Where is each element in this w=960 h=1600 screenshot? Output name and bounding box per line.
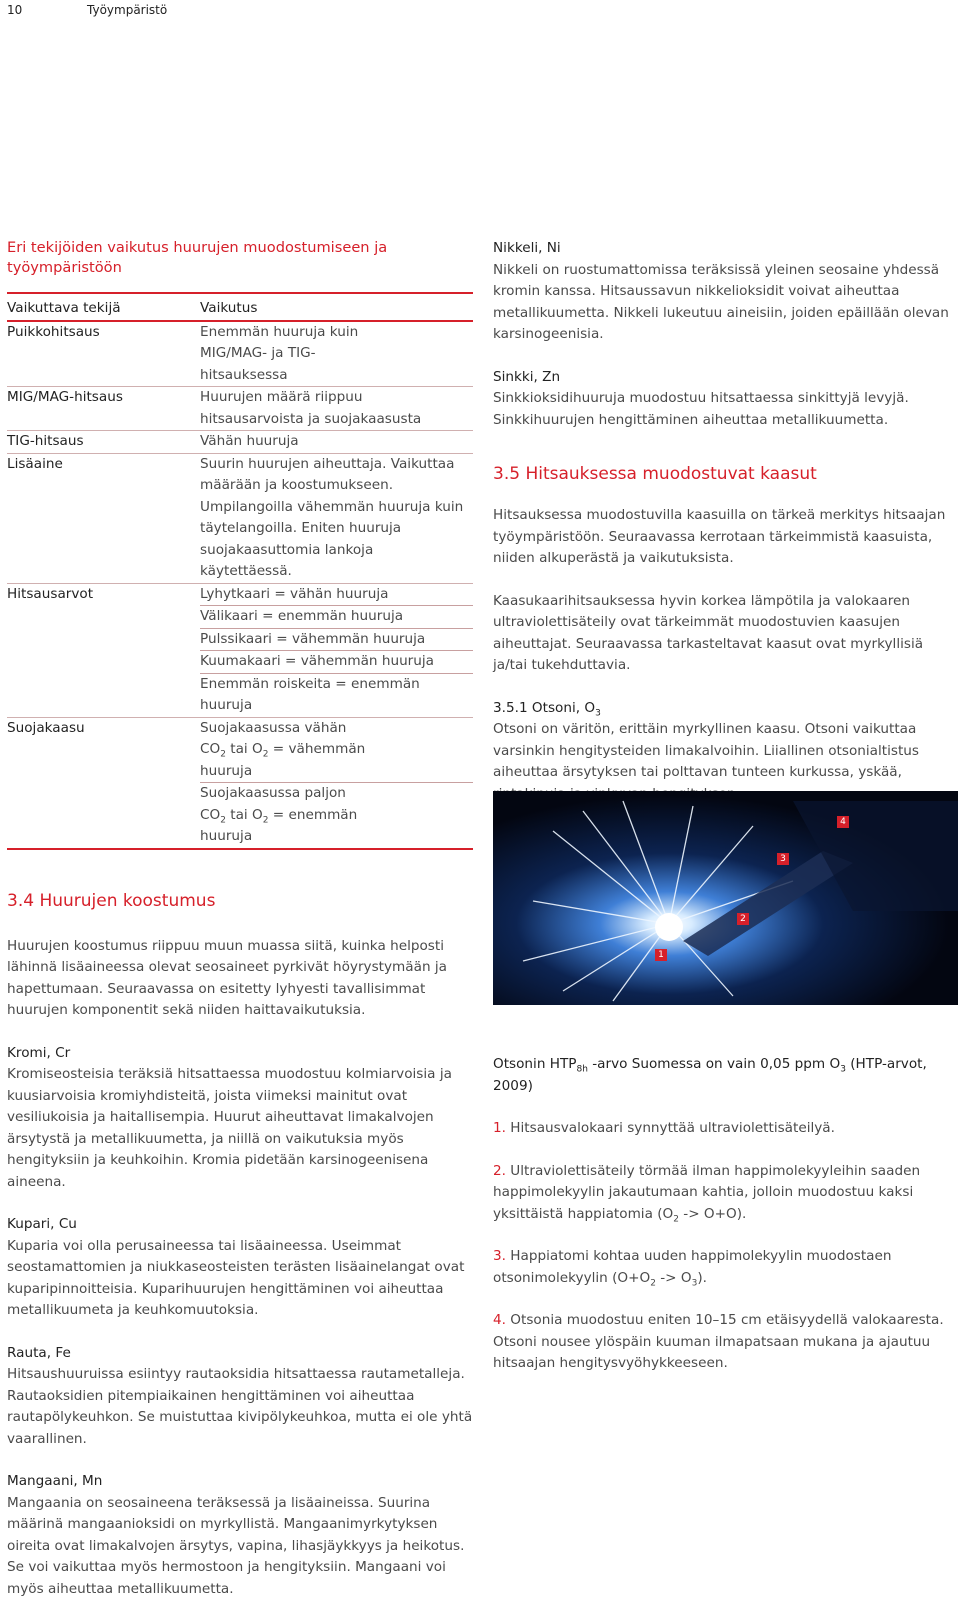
factor-table xyxy=(7,298,473,850)
photo-marker-2: 2 xyxy=(737,913,749,925)
manganese-label: Mangaani, Mn xyxy=(7,1471,473,1493)
step-2: 2. Ultraviolettisäteily törmää ilman happimolekyyleihin saaden happimolekyylin jakautumaan kahtia, jolloin muodostuu kaksi yksittäistä happiatomia $(O_2 -> O+O)$. xyxy=(493,1161,959,1226)
step-4: 4. Otsonia muodostuu eniten 10–15 cm etäisyydellä valokaaresta. Otsoni nousee ylöspäin kuuman ilmapatsaan mukana ja ajautuu hitsaajan hengitysvyöhykkeeseen. xyxy=(493,1310,959,1375)
table-row: TIG-hitsaus Vähän huuruja xyxy=(7,431,473,454)
zinc-text: Sinkkioksidihuuruja muodostuu hitsattaessa sinkittyjä levyjä. Sinkkihuurujen hengittäminen aiheuttaa metallikuumetta. xyxy=(493,388,959,431)
zinc-label: Sinkki, Zn xyxy=(493,367,959,389)
page-header xyxy=(0,0,960,20)
welding-arc-image xyxy=(493,791,958,1005)
ozone-heading: 3.5.1 Otsoni, $O_3$ xyxy=(493,698,959,720)
table-row: Lisäaine Suurin huurujen aiheuttaja. Vaikuttaa määrään ja koostumukseen. Umpilangoilla vähemmän huuruja kuin täytelangoilla. Eniten huuruja suojakaasuttomia lankoja käytettäessä. xyxy=(7,453,473,583)
table-row: Suojakaasu Suojakaasussa vähän $CO_2$ tai $O_2$ = vähemmän huuruja Suojakaasussa paljon $CO_2$ tai $O_2$ = enemmän huuruja xyxy=(7,717,473,849)
section-heading-3-5: 3.5 Hitsauksessa muodostuvat kaasut xyxy=(493,463,959,485)
chromium-text: Kromiseosteisia teräksiä hitsattaessa muodostuu kolmiarvoisia ja kuusiarvoisia kromiyhdisteitä, joista viimeksi mainitut ovat vesiliukoisia ja haitallisempia. Huurut aiheuttavat limakalvojen ärsytystä ja metallikuumetta, ja niillä on vaikutuksia myös hengityksiin ja keuhkoihin. Kromia pidetään karsinogeenisena aineena. xyxy=(7,1064,473,1193)
chromium-label: Kromi, Cr xyxy=(7,1043,473,1065)
ozone-text: Otsoni on väritön, erittäin myrkyllinen kaasu. Otsoni vaikuttaa varsinkin hengitysteiden limakalvoihin. Liiallinen otsonialtistus aiheuttaa ärsytyksen tai polttavan tunteen kurkussa, yskää, xyxy=(493,719,959,805)
photo-marker-3: 3 xyxy=(777,853,789,865)
manganese-text: Mangaania on seosaineena teräksessä ja lisäaineissa. Suurina määrinä mangaanioksidi on myrkyllistä. Mangaanimyrkytyksen oireita ovat limakalvojen ärsytys, vapina, lihasjäykkyys ja heikotus. Se voi vaikuttaa myös hermostoon ja hengityksiin. Mangaani voi myös aiheuttaa metallikuumetta. xyxy=(7,1493,473,1600)
table-row: Hitsausarvot Lyhytkaari = vähän huuruja Välikaari = enemmän huuruja Pulssikaari = vähemmän huuruja Kuumakaari = vähemmän huuruja Enemmän roiskeita = enemmän huuruja xyxy=(7,583,473,717)
copper-label: Kupari, Cu xyxy=(7,1214,473,1236)
right-column xyxy=(493,238,959,805)
table-header-row xyxy=(7,298,473,321)
running-section-title: Työympäristö xyxy=(87,0,167,22)
left-column xyxy=(7,238,473,1600)
col-header-effect: Vaikutus xyxy=(200,298,473,321)
gases-paragraph-2: Kaasukaarihitsauksessa hyvin korkea lämpötila ja valokaaren ultraviolettisäteily ovat tärkeimmät muodostuvien kaasujen aiheuttajat. Seuraavassa tarkasteltavat kaasut ovat myrkyllisiä ja/tai tukehduttavia. xyxy=(493,591,959,677)
nickel-label: Nikkeli, Ni xyxy=(493,238,959,260)
table-row: MIG/MAG-hitsaus Huurujen määrä riippuu hitsausarvoista ja suojakaasusta xyxy=(7,387,473,431)
ozone-steps xyxy=(493,1054,959,1375)
photo-marker-1: 1 xyxy=(655,949,667,961)
section-intro: Huurujen koostumus riippuu muun muassa siitä, kuinka helposti lähinnä lisäaineessa olevat seosaineet pyrkivät höyrystymään ja hapettumaan. Seuraavassa on esitetty lyhyesti tavallisimmat huurujen komponentit sekä niiden haittavaikutuksia. xyxy=(7,936,473,1022)
step-1: 1. Hitsausvalokaari synnyttää ultraviolettisäteilyä. xyxy=(493,1118,959,1140)
gases-paragraph-1: Hitsauksessa muodostuvilla kaasuilla on tärkeä merkitys hitsaajan työympäristöön. Seuraavassa kerrotaan tärkeimmistä kaasuista, niiden alkuperästä ja vaikutuksista. xyxy=(493,505,959,570)
photo-marker-4: 4 xyxy=(837,816,849,828)
htp-value-line: Otsonin $HTP_{8h}$ -arvo Suomessa on vain 0,05 ppm $O_3$ (HTP-arvot, 2009) xyxy=(493,1054,959,1097)
col-header-factor: Vaikuttava tekijä xyxy=(7,298,200,321)
step-3: 3. Happiatomi kohtaa uuden happimolekyylin muodostaen otsonimolekyylin $(O+O_2 -> O_3)$. xyxy=(493,1246,959,1289)
iron-text: Hitsaushuuruissa esiintyy rautaoksidia hitsattaessa rautametalleja. Rautaoksidien pitempiaikainen hengittäminen voi aiheuttaa rautapölykeuhkon. Se muistuttaa kivipölykeuhkoa, mutta ei ole yhtä vaarallinen. xyxy=(7,1364,473,1450)
page-number: 10 xyxy=(7,0,22,22)
iron-label: Rauta, Fe xyxy=(7,1343,473,1365)
section-heading-3-4: 3.4 Huurujen koostumus xyxy=(7,890,473,912)
nickel-text: Nikkeli on ruostumattomissa teräksissä yleinen seosaine yhdessä kromin kanssa. Hitsaussavun nikkelioksidit voivat aiheuttaa metallikuumetta. Nikkeli lukeutuu aineisiin, joiden epäillään olevan karsinogeenisia. xyxy=(493,260,959,346)
welding-photo xyxy=(493,791,958,1005)
copper-text: Kuparia voi olla perusaineessa tai lisäaineessa. Useimmat seostamattomien ja niukkaseosteisten terästen lisäainelangat ovat kuparipinnoitteisia. Kuparihuurujen hengittäminen voi aiheuttaa metallikuumeta ja keuhkomuutoksia. xyxy=(7,1236,473,1322)
table-title: Eri tekijöiden vaikutus huurujen muodostumiseen ja työympäristöön xyxy=(7,238,473,278)
table-row: Puikkohitsaus Enemmän huuruja kuin MIG/MAG- ja TIG-hitsauksessa xyxy=(7,321,473,387)
